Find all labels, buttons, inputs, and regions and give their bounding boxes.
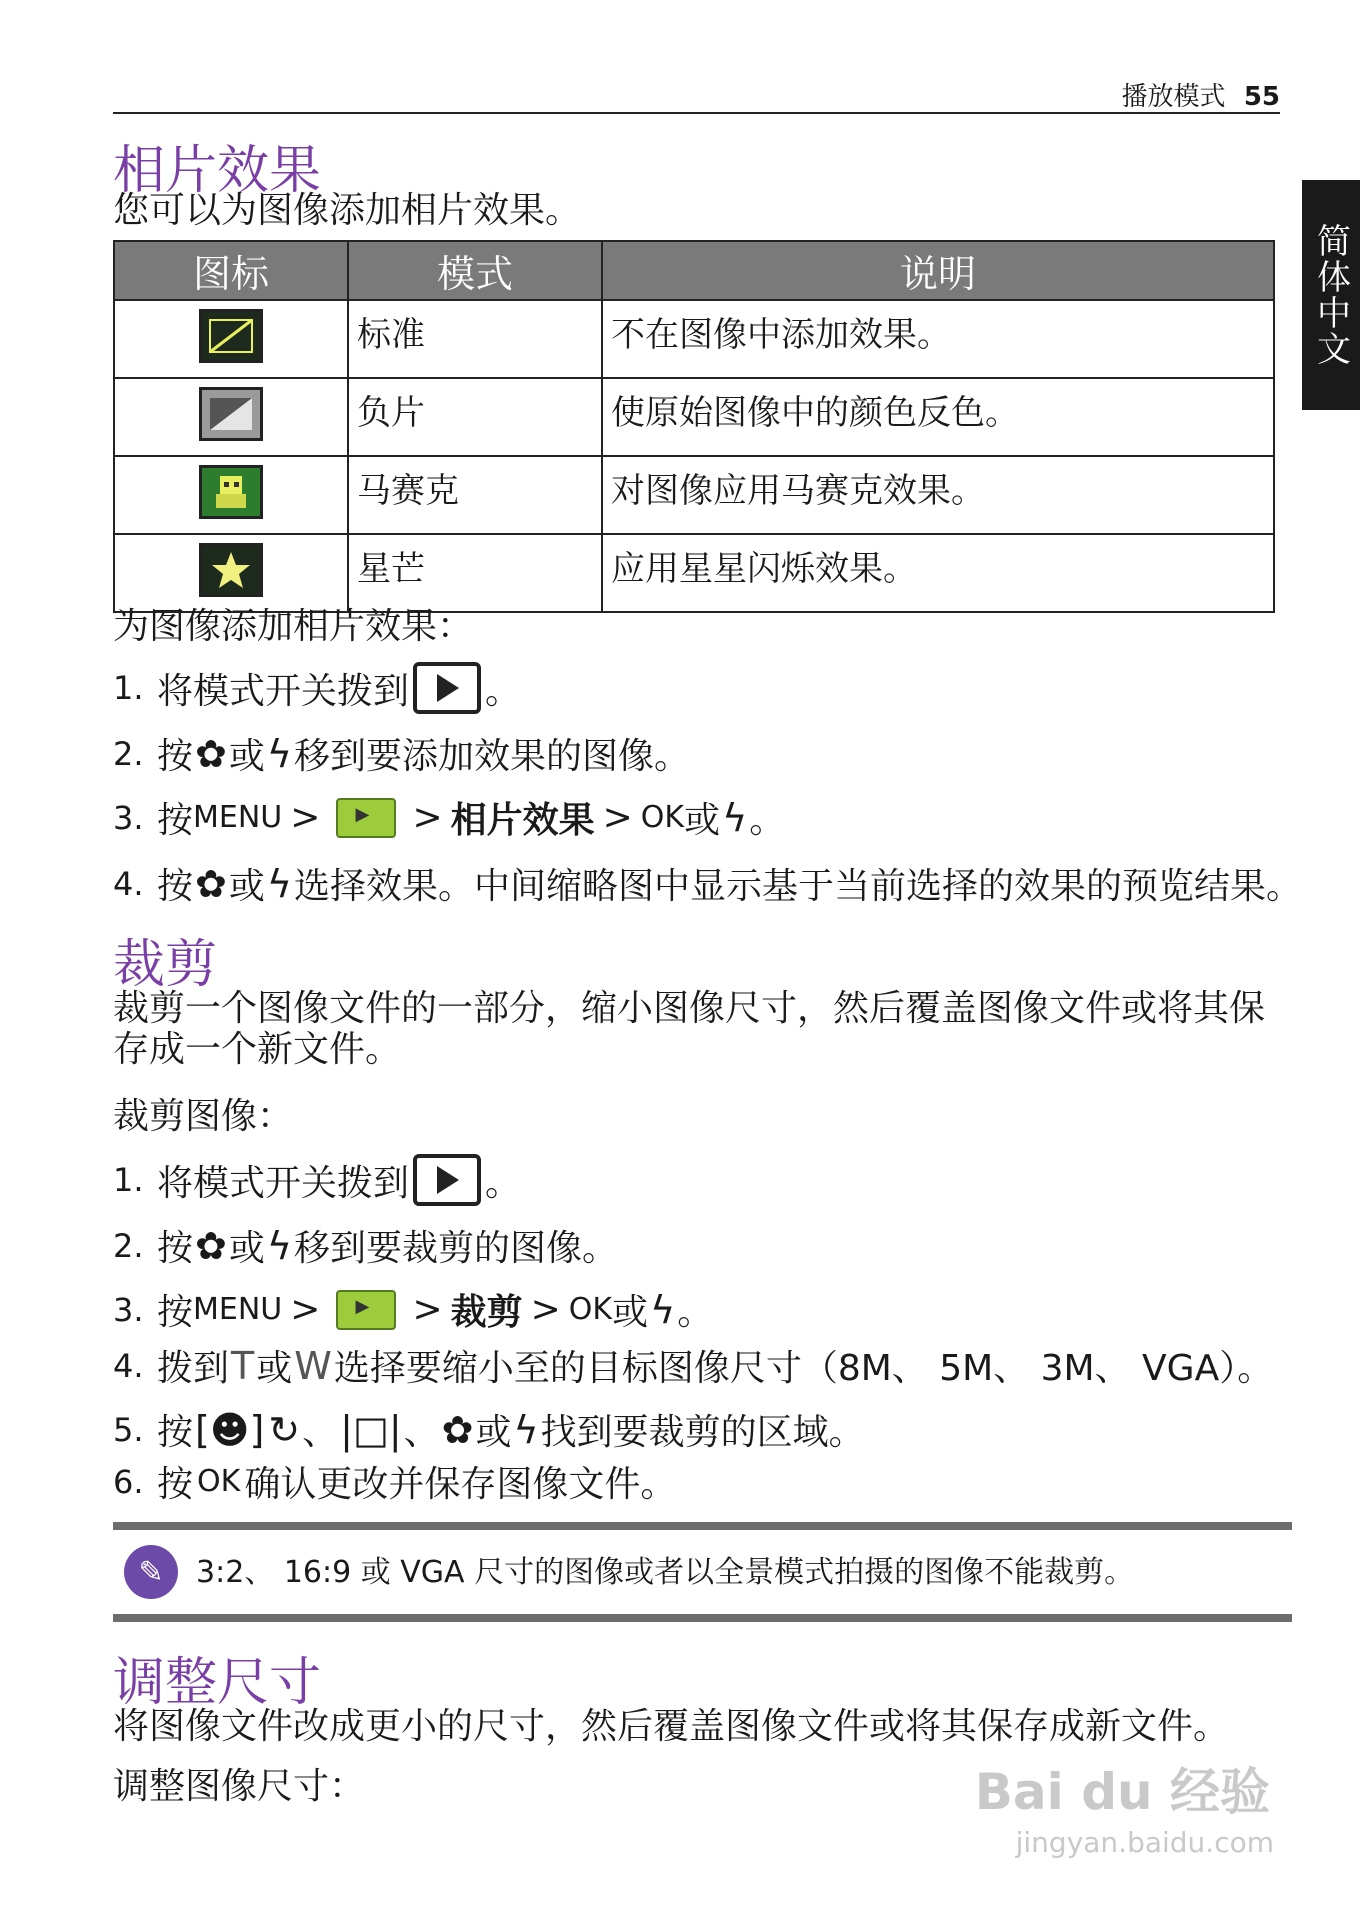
table-row — [114, 378, 1274, 456]
step-number: 4. — [113, 864, 144, 903]
language-tab — [1302, 180, 1360, 410]
flash-icon: ϟ — [266, 1223, 292, 1268]
table-cell-mode: 星芒 — [348, 534, 602, 612]
step-text: 找到要裁剪的区域。 — [540, 1412, 865, 1453]
table-cell-desc: 应用星星闪烁效果。 — [602, 534, 1274, 612]
negative-effect-icon — [199, 387, 263, 441]
step-text: 。 — [485, 1162, 522, 1204]
step-separator: > — [290, 1289, 321, 1330]
step-text: 按 — [157, 800, 194, 841]
step-number: 5. — [113, 1410, 144, 1449]
photo-step-3 — [113, 792, 785, 843]
flash-icon: ϟ — [650, 1287, 676, 1332]
language-tab-label: 简体中文 — [1310, 223, 1351, 367]
step-text: 。 — [677, 1292, 714, 1333]
step-text: 拨到 — [157, 1348, 230, 1389]
step-text: 移到要裁剪的图像。 — [293, 1228, 618, 1269]
step-separator: > — [290, 797, 321, 838]
ok-label: OK — [640, 800, 685, 835]
table-row — [114, 300, 1274, 378]
step-separator: > — [530, 1289, 561, 1330]
macro-icon: ✿ — [195, 1223, 227, 1268]
flash-icon: ϟ — [722, 795, 748, 840]
table-cell-icon — [114, 300, 348, 378]
crop-step-4 — [113, 1340, 1273, 1391]
ok-label: OK — [568, 1292, 613, 1327]
playback-menu-icon — [336, 798, 396, 838]
photo-step-2 — [113, 728, 690, 779]
step-separator: > — [412, 1289, 443, 1330]
table-cell-desc: 使原始图像中的颜色反色。 — [602, 378, 1274, 456]
resize-howto: 调整图像尺寸： — [113, 1766, 366, 1807]
display-icon: |□| — [340, 1407, 402, 1452]
step-text: 选择效果。中间缩略图中显示基于当前选择的效果的预览结果。 — [293, 866, 1302, 907]
table-row — [114, 456, 1274, 534]
step-text: 按 — [157, 866, 194, 907]
table-cell-mode: 标准 — [348, 300, 602, 378]
macro-icon: ✿ — [195, 731, 227, 776]
step-text: 。 — [749, 800, 786, 841]
step-number: 3. — [113, 1290, 144, 1329]
step-text: 或 — [475, 1412, 512, 1453]
table-cell-mode: 负片 — [348, 378, 602, 456]
watermark-url: jingyan.baidu.com — [1015, 1826, 1274, 1859]
step-text: 确认更改并保存图像文件。 — [244, 1464, 677, 1505]
table-cell-mode: 马赛克 — [348, 456, 602, 534]
playback-menu-icon — [336, 1290, 396, 1330]
step-text: 选择要缩小至的目标图像尺寸（8M、 5M、 3M、 VGA）。 — [333, 1348, 1274, 1389]
crop-note: 3:2、 16:9 或 VGA 尺寸的图像或者以全景模式拍摄的图像不能裁剪。 — [196, 1555, 1135, 1590]
step-text: 按 — [157, 1292, 194, 1333]
table-cell-desc: 不在图像中添加效果。 — [602, 300, 1274, 378]
crop-step-3 — [113, 1284, 713, 1335]
col-header-desc: 说明 — [602, 241, 1274, 300]
crop-title: 裁剪 — [113, 935, 218, 995]
photo-step-4 — [113, 858, 1302, 909]
step-bold-text: 裁剪 — [450, 1292, 523, 1333]
menu-label: MENU — [193, 800, 283, 835]
wide-icon: W — [294, 1343, 332, 1388]
step-text: 按 — [157, 1412, 194, 1453]
watermark-brand: Bai du 经验 — [974, 1763, 1270, 1821]
flash-icon: ϟ — [513, 1407, 539, 1452]
tele-icon: T — [231, 1343, 255, 1388]
menu-label: MENU — [193, 1292, 283, 1327]
header-section: 播放模式 — [1121, 82, 1226, 112]
crop-step-1 — [113, 1154, 521, 1206]
crop-step-5 — [113, 1404, 865, 1455]
playback-button-icon — [413, 662, 481, 714]
photo-effect-title: 相片效果 — [113, 141, 322, 201]
crop-howto: 裁剪图像： — [113, 1096, 294, 1137]
table-cell-icon — [114, 378, 348, 456]
table-cell-desc: 对图像应用马赛克效果。 — [602, 456, 1274, 534]
step-text: 。 — [485, 670, 522, 712]
note-top-divider — [113, 1522, 1292, 1530]
pencil-icon: ✎ — [124, 1545, 178, 1599]
col-header-icon: 图标 — [114, 241, 348, 300]
page-number: 55 — [1243, 82, 1280, 112]
step-text: 将模式开关拨到 — [157, 670, 410, 712]
crop-intro: 裁剪一个图像文件的一部分，缩小图像尺寸，然后覆盖图像文件或将其保存成一个新文件。 — [113, 988, 1266, 1071]
mosaic-effect-icon — [199, 465, 263, 519]
step-number: 2. — [113, 734, 144, 773]
playback-button-icon — [413, 1154, 481, 1206]
step-separator: > — [602, 797, 633, 838]
crop-step-6 — [113, 1456, 676, 1507]
rotate-icon: ↻ — [268, 1407, 301, 1452]
normal-effect-icon — [199, 309, 263, 363]
star-effect-icon — [199, 543, 263, 597]
note-bottom-divider — [113, 1614, 1292, 1622]
ok-label: OK — [197, 1464, 241, 1499]
step-number: 2. — [113, 1226, 144, 1265]
step-text: 或 — [612, 1292, 649, 1333]
macro-icon: ✿ — [441, 1407, 474, 1452]
step-number: 6. — [113, 1462, 144, 1501]
step-text: 按 — [157, 736, 194, 777]
step-separator: 、 — [403, 1412, 440, 1453]
face-detect-icon: [☻] — [195, 1407, 265, 1452]
step-number: 3. — [113, 798, 144, 837]
step-text: 或 — [228, 866, 265, 907]
header-divider — [113, 112, 1280, 114]
step-text: 或 — [684, 800, 721, 841]
crop-step-2 — [113, 1220, 618, 1271]
step-text: 移到要添加效果的图像。 — [293, 736, 690, 777]
step-text: 或 — [228, 736, 265, 777]
step-bold-text: 相片效果 — [450, 800, 595, 841]
table-header-row — [114, 241, 1274, 300]
flash-icon: ϟ — [266, 731, 292, 776]
photo-effect-howto: 为图像添加相片效果： — [113, 606, 474, 647]
step-separator: 、 — [302, 1412, 339, 1453]
step-text: 或 — [256, 1348, 293, 1389]
effect-table — [113, 240, 1275, 613]
step-number: 1. — [113, 669, 144, 707]
macro-icon: ✿ — [195, 861, 227, 906]
step-text: 或 — [228, 1228, 265, 1269]
step-number: 1. — [113, 1161, 144, 1199]
step-text: 将模式开关拨到 — [157, 1162, 410, 1204]
step-text: 按 — [157, 1228, 194, 1269]
photo-effect-intro: 您可以为图像添加相片效果。 — [113, 190, 582, 231]
step-number: 4. — [113, 1346, 144, 1385]
resize-title: 调整尺寸 — [113, 1653, 322, 1713]
step-text: 按 — [157, 1464, 194, 1505]
col-header-mode: 模式 — [348, 241, 602, 300]
table-cell-icon — [114, 534, 348, 612]
resize-intro: 将图像文件改成更小的尺寸，然后覆盖图像文件或将其保存成新文件。 — [113, 1706, 1230, 1747]
page-header — [1122, 76, 1280, 113]
flash-icon: ϟ — [266, 861, 292, 906]
table-row — [114, 534, 1274, 612]
photo-step-1 — [113, 662, 521, 714]
step-separator: > — [412, 797, 443, 838]
table-cell-icon — [114, 456, 348, 534]
